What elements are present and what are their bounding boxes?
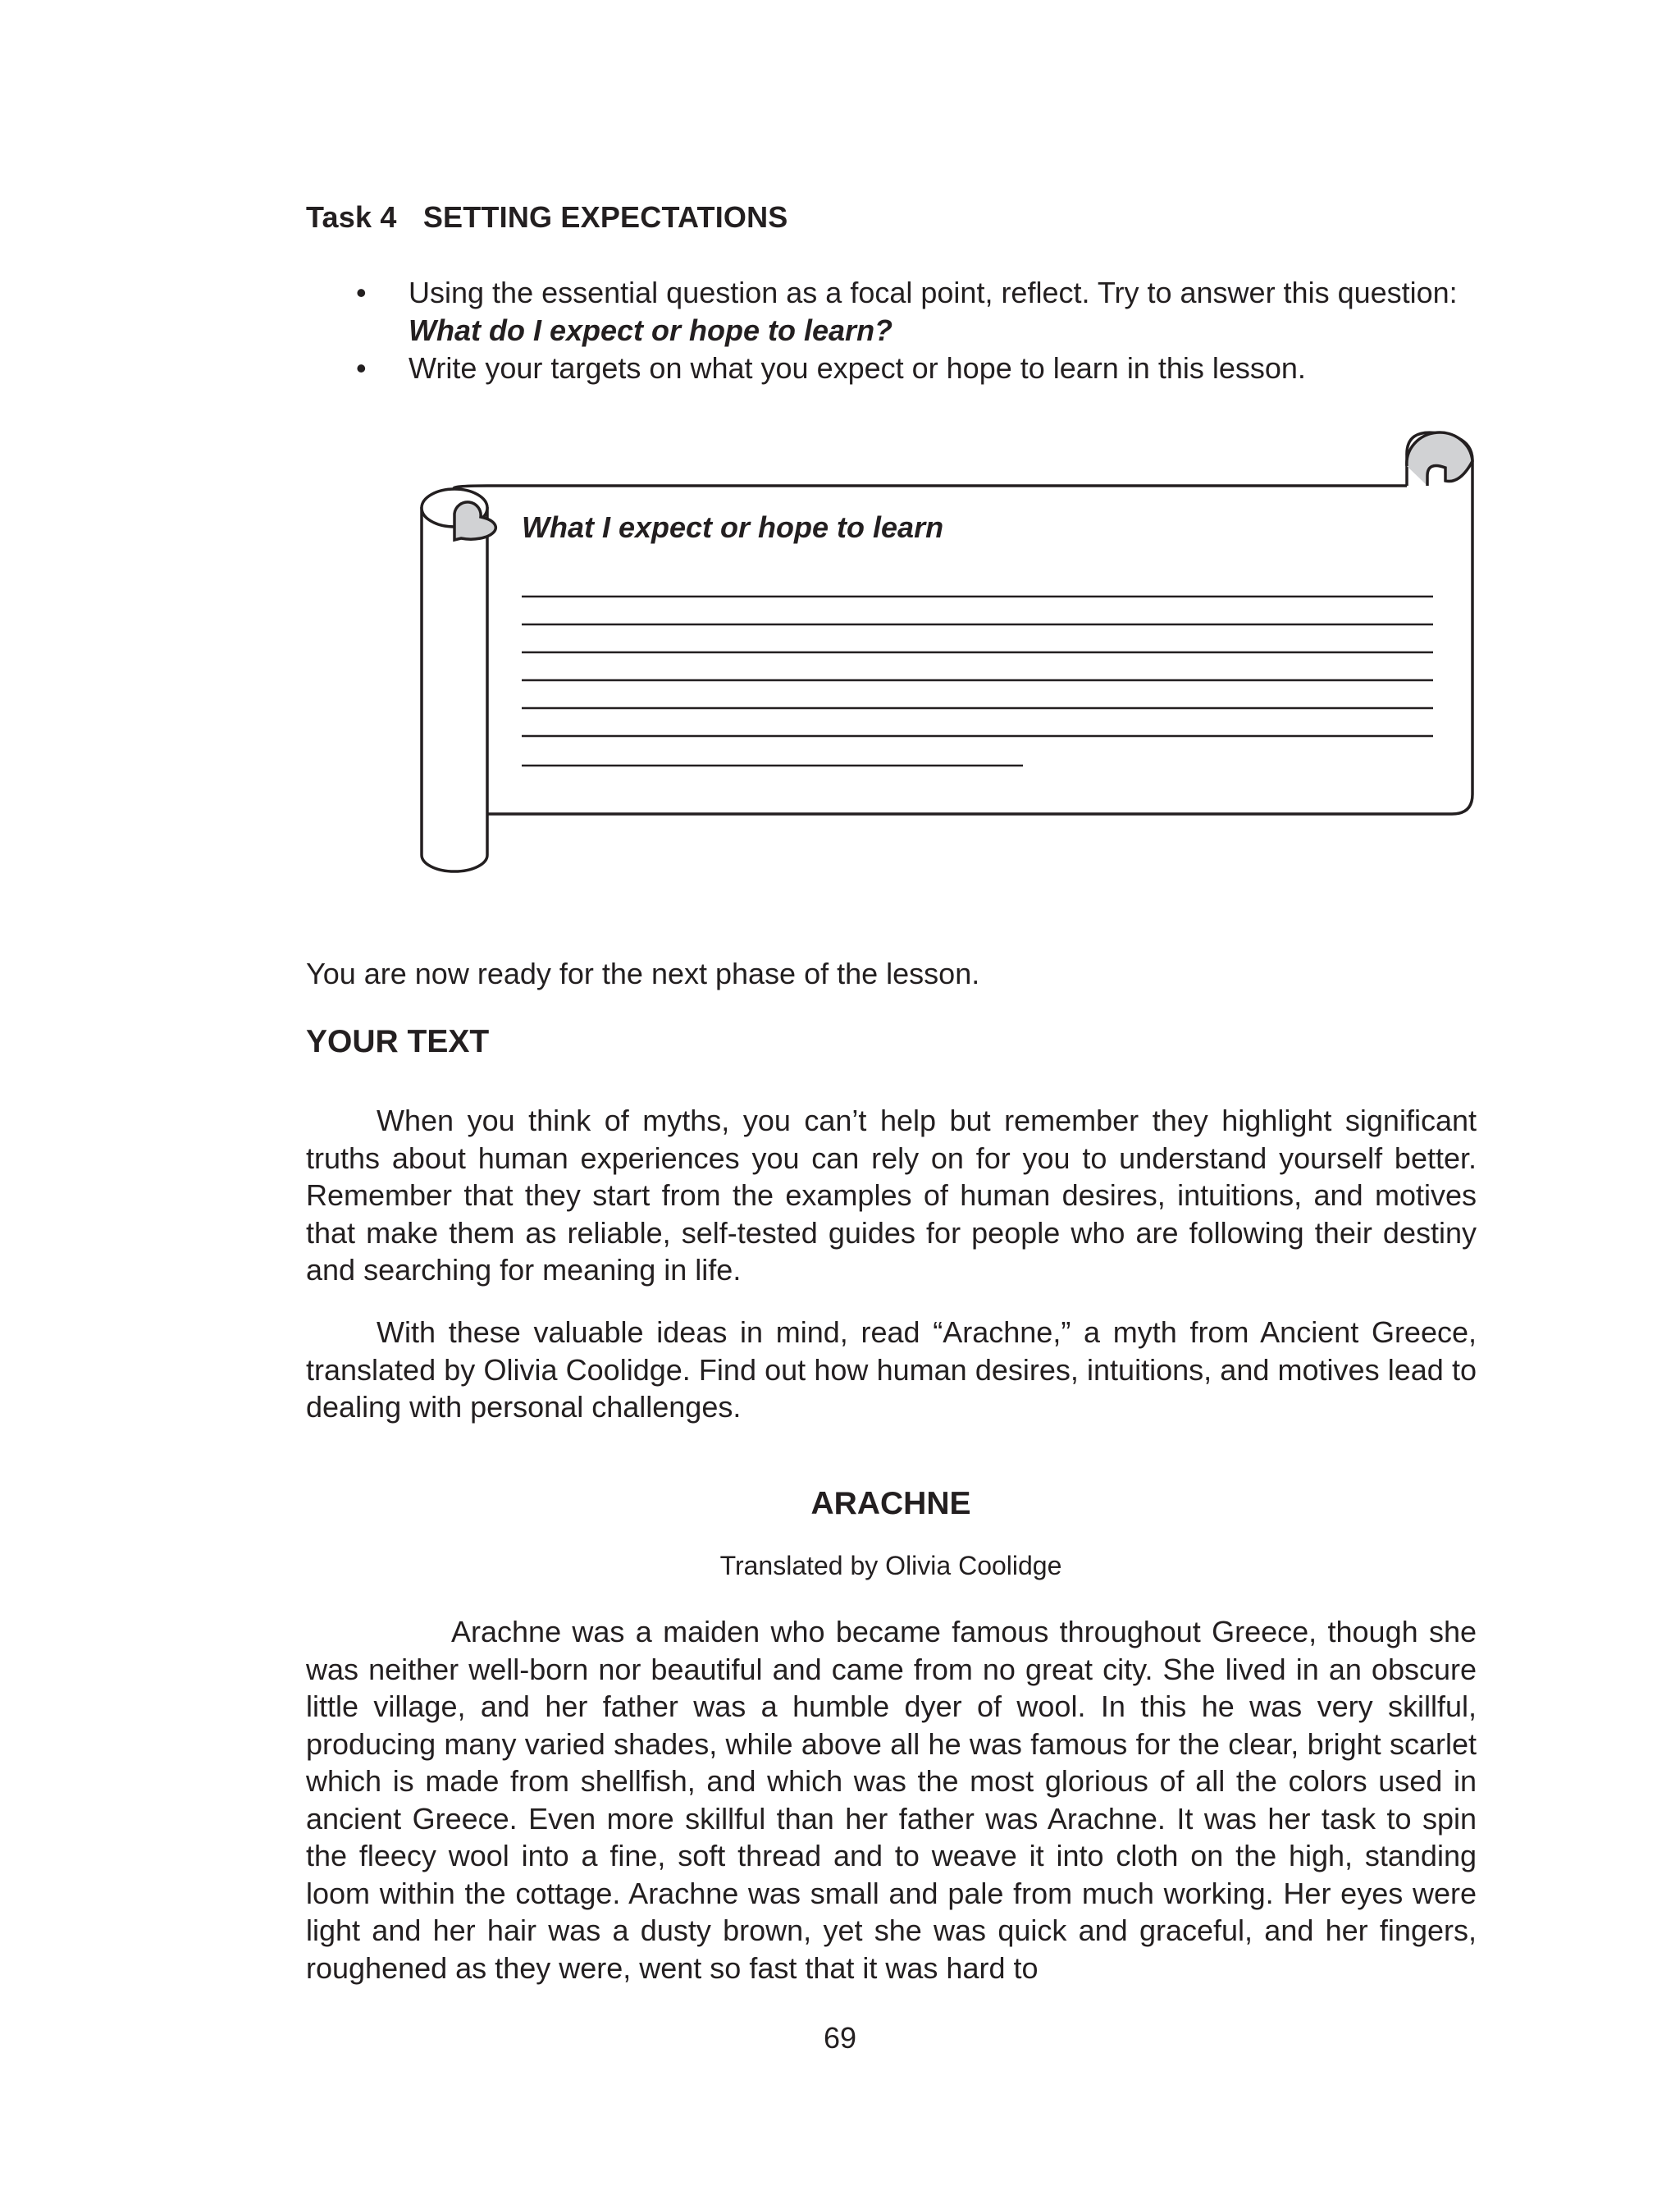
task-number: Task 4 (306, 200, 397, 234)
story-paragraph: Arachne was a maiden who became famous throughout Greece, though she was neither well-born nor beautiful and came from no great city. She lived in an obscure little village, and her father was a humble dyer of wool. In this he was very skillful, producing many varied shades, while above all he was famous for the clear, bright scarlet which is made from shellfish, and which was the most glorious of all the colors used in ancient Greece. Even more skillful than her father was Arachne. It was her task to spin the fleecy wool into a fine, soft thread and to weave it into cloth on the high, standing loom within the cottage. Arachne was small and pale from much working. Her eyes were light and her hair was a dusty brown, yet she was quick and graceful, and her fingers, roughened as they were, went so fast that it was hard to (306, 1615, 1477, 1985)
scroll-top-edge (454, 486, 1407, 489)
instruction-text: Using the essential question as a focal point, reflect. Try to answer this question: (409, 276, 1458, 309)
essential-question: What do I expect or hope to learn? (409, 313, 893, 347)
scroll-right-curl (1407, 432, 1472, 486)
task-title: SETTING EXPECTATIONS (422, 200, 788, 234)
page-number: 69 (823, 2021, 857, 2055)
scroll-right-roll (487, 432, 1472, 814)
scroll-illustration (0, 0, 1680, 903)
bullet-marker: • (356, 351, 367, 385)
story-title: ARACHNE (810, 1486, 971, 1521)
ready-text: You are now ready for the next phase of the lesson. (306, 957, 980, 990)
answer-lines (522, 597, 1433, 766)
instruction-text: Write your targets on what you expect or hope to learn in this lesson. (409, 351, 1306, 385)
scroll-left-roll (422, 507, 487, 871)
scroll-title: What I expect or hope to learn (522, 510, 944, 544)
section-heading: YOUR TEXT (306, 1024, 490, 1059)
scroll-left-curl (454, 502, 495, 540)
intro-paragraph: With these valuable ideas in mind, read “Arachne,” a myth from Ancient Greece, translated by Olivia Coolidge. Find out how human desires, intuitions, and motives lead to dealing with personal challenges. (306, 1315, 1477, 1424)
story-byline: Translated by Olivia Coolidge (719, 1551, 1062, 1580)
bullet-marker: • (356, 276, 367, 309)
intro-paragraph: When you think of myths, you can’t help but remember they highlight significant truths about human experiences you can rely on for you to understand yourself better. Remember that they start from the examples of human desires, intuitions, and motives that make them as reliable, self-tested guides for people who are following their destiny and searching for meaning in life. (306, 1104, 1477, 1287)
